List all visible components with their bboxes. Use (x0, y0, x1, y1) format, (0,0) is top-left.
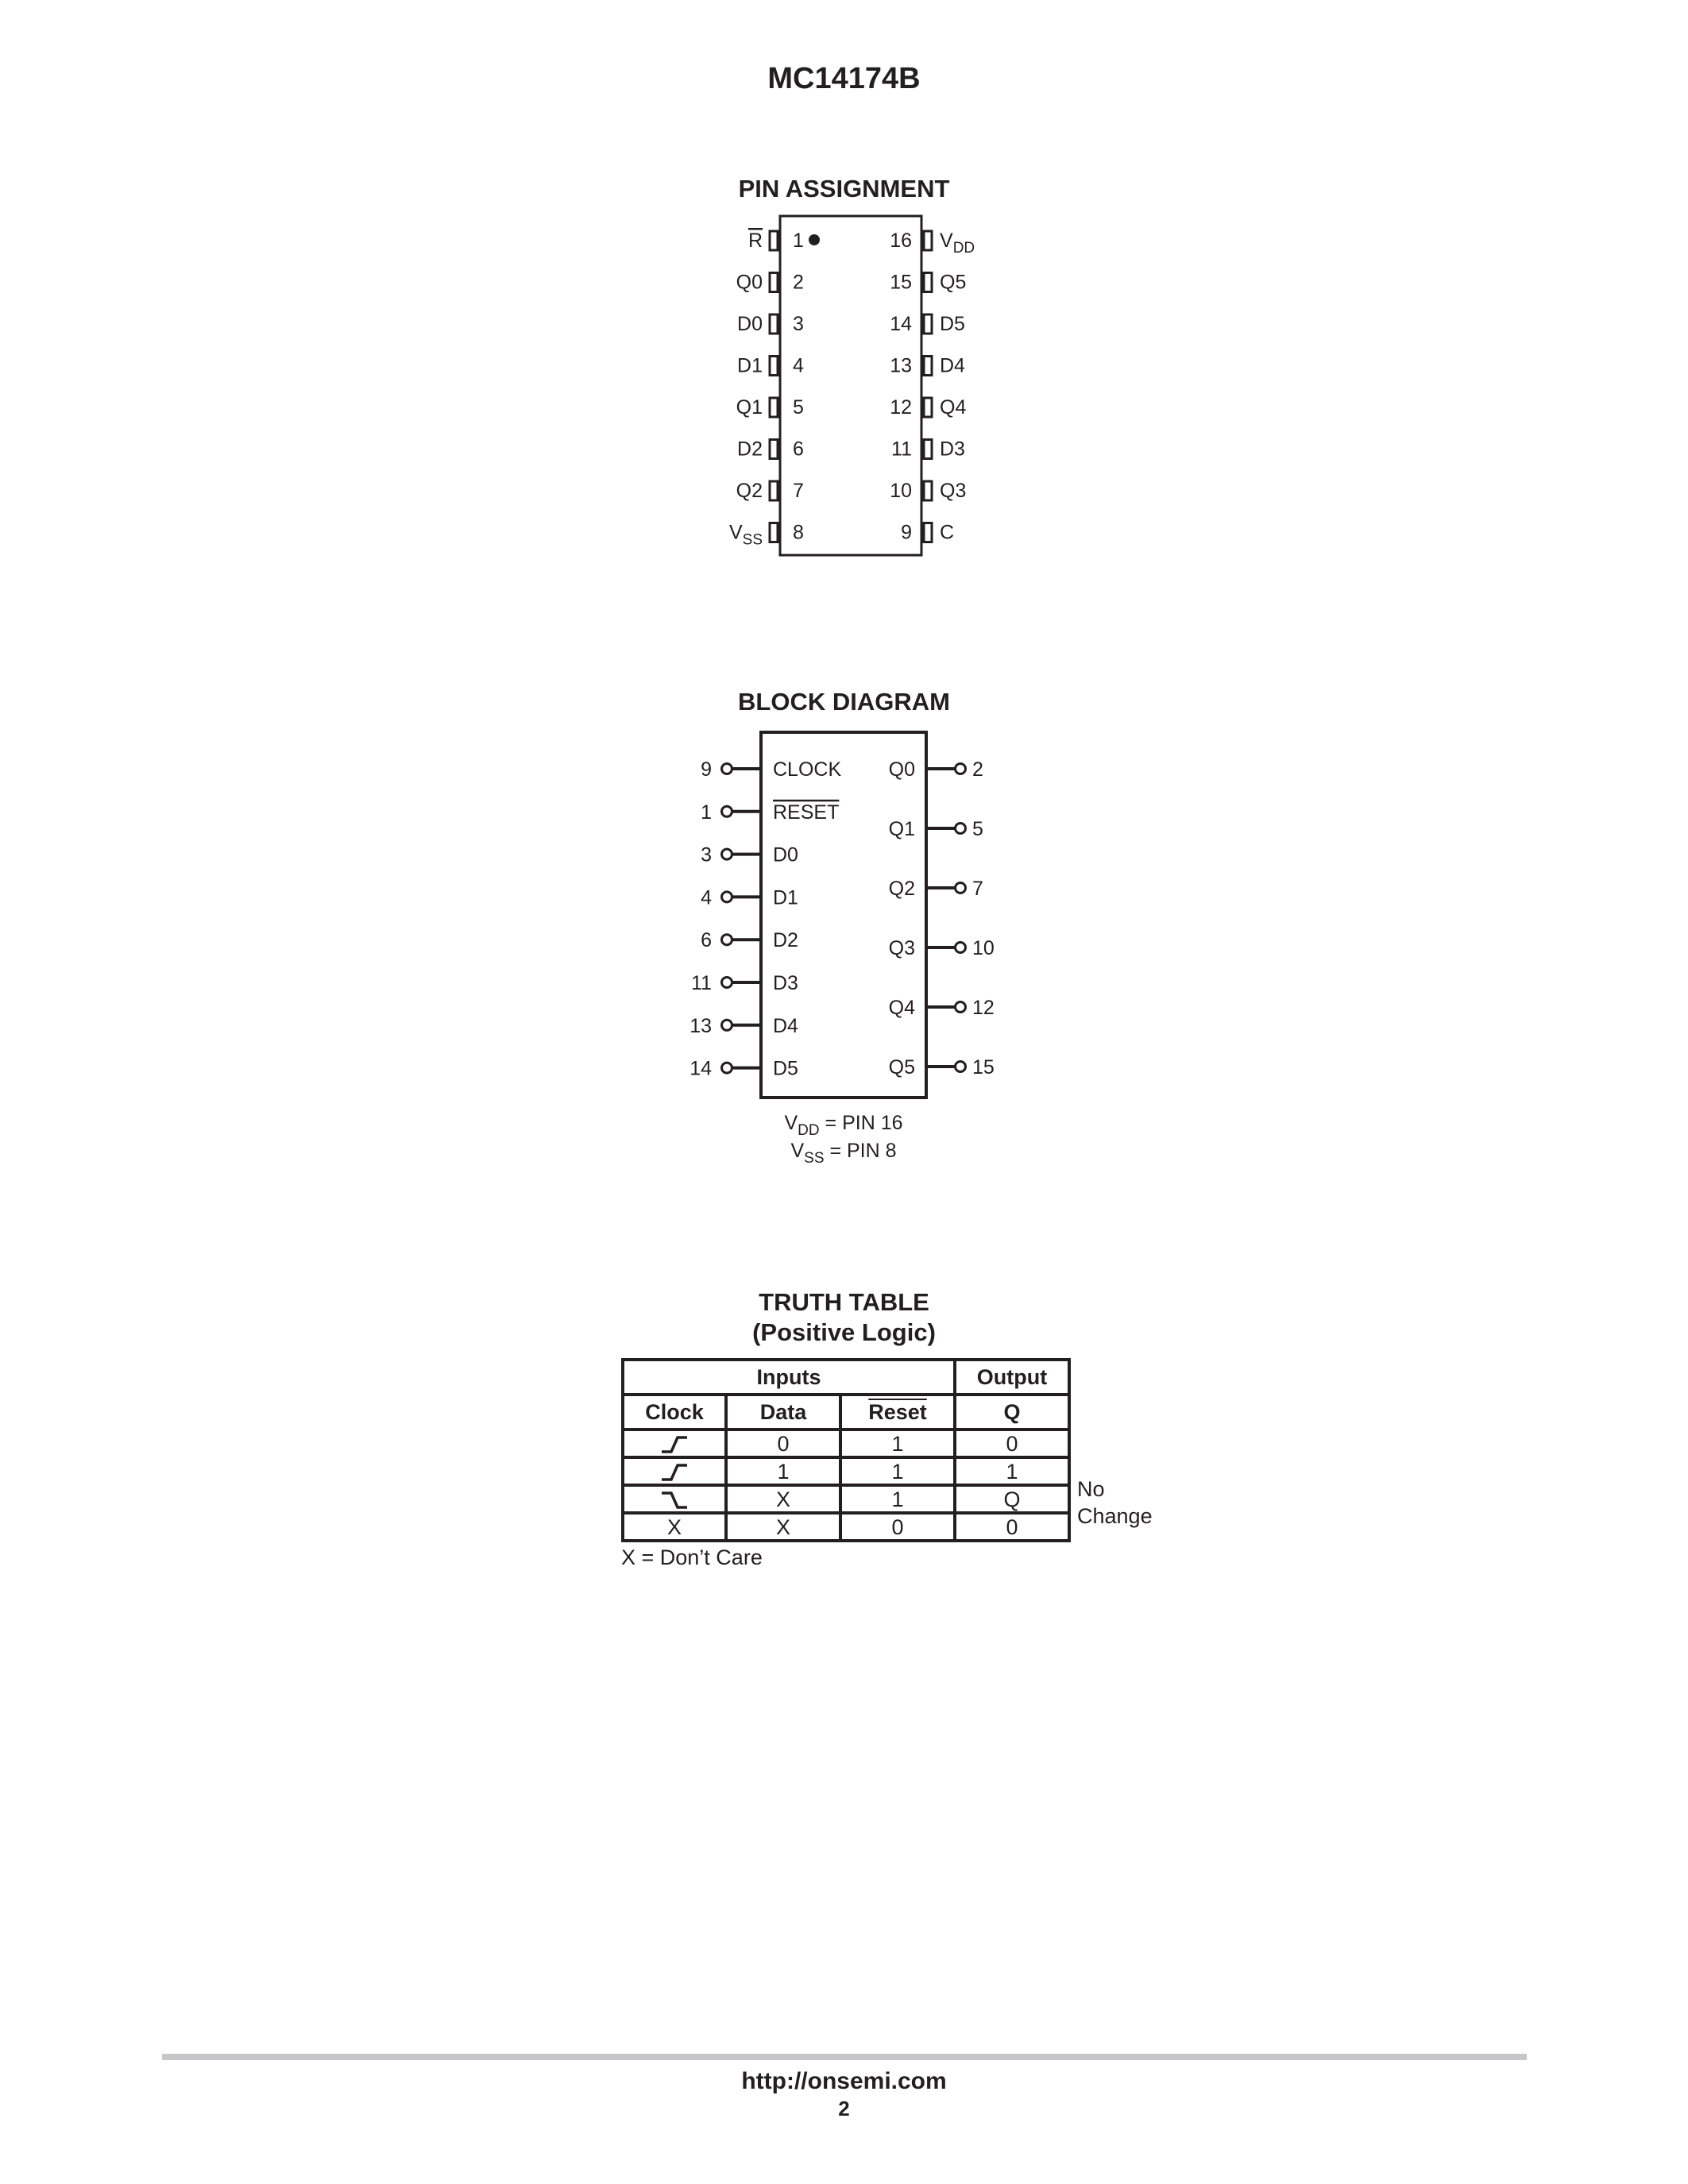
pin-stub-right (924, 314, 932, 334)
output-pin-number: 7 (972, 878, 983, 900)
pin-stub-right (924, 231, 932, 250)
inputs-group-header: Inputs (623, 1360, 955, 1395)
output-terminal (956, 943, 966, 953)
truth-table-subtitle: (Positive Logic) (752, 1318, 936, 1346)
pin-name: R (747, 230, 763, 252)
output-terminal (956, 764, 966, 774)
pin-name: D1 (737, 354, 763, 377)
rising-edge-icon (659, 1434, 690, 1455)
pin-stub-left (770, 523, 778, 542)
pin-number: 10 (890, 480, 912, 502)
pin-name: $V_{DD}$ (940, 230, 975, 257)
pin-stub-left (770, 314, 778, 334)
input-label: RESET (773, 801, 840, 824)
truth-table (621, 1358, 1071, 1542)
pin-name: D4 (940, 354, 965, 377)
rising-edge-icon (659, 1462, 690, 1483)
ic-package-body (780, 216, 921, 555)
pin-number: 11 (891, 438, 912, 461)
pin-stub-left (770, 440, 778, 459)
pin-number: 15 (890, 271, 912, 294)
cell-q: 0 (955, 1513, 1069, 1541)
input-terminal (722, 935, 732, 945)
pin-name: D5 (940, 313, 965, 335)
cell-reset: 0 (840, 1513, 955, 1541)
pin-stub-left (770, 357, 778, 376)
column-header-reset: Reset (840, 1395, 955, 1430)
cell-reset: 1 (840, 1457, 955, 1485)
pin-stub-left (770, 231, 778, 250)
footer-divider (162, 2054, 1527, 2060)
pin-assignment-title: PIN ASSIGNMENT (738, 175, 950, 203)
output-terminal (956, 1002, 966, 1013)
input-label: D3 (773, 972, 798, 994)
input-pin-number: 11 (691, 972, 712, 994)
output-pin-number: 5 (972, 818, 983, 840)
output-label: Q1 (888, 818, 915, 840)
input-pin-number: 1 (701, 801, 712, 824)
pin-stub-left (770, 273, 778, 292)
cell-data: X (726, 1485, 840, 1513)
cell-clock (623, 1485, 726, 1513)
cell-data: X (726, 1513, 840, 1541)
cell-clock (623, 1457, 726, 1485)
pin-number: 5 (793, 396, 804, 419)
cell-reset: 1 (840, 1485, 955, 1513)
pin-name: D0 (737, 313, 763, 335)
output-pin-number: 2 (972, 758, 983, 781)
input-pin-number: 9 (701, 758, 712, 781)
cell-data: 1 (726, 1457, 840, 1485)
cell-clock (623, 1430, 726, 1457)
pin-name: C (940, 521, 955, 544)
pin-number: 6 (793, 438, 804, 461)
pin-name: Q4 (940, 396, 967, 419)
pin-stub-right (924, 273, 932, 292)
column-header-q: Q (955, 1395, 1069, 1430)
output-label: Q2 (888, 878, 915, 900)
page-number: 2 (838, 2097, 850, 2120)
dont-care-note: X = Don’t Care (621, 1545, 763, 1569)
pin-number: 13 (890, 354, 912, 377)
input-label: CLOCK (773, 758, 842, 781)
pin-number: 12 (890, 396, 912, 419)
pin-name: Q1 (736, 396, 763, 419)
input-terminal (722, 764, 732, 774)
vdd-note: $V_{DD}$ = PIN 16 (784, 1112, 903, 1139)
output-pin-number: 15 (972, 1056, 995, 1078)
cell-clock: X (623, 1513, 726, 1541)
cell-reset: 1 (840, 1430, 955, 1457)
input-terminal (722, 806, 732, 816)
input-label: D2 (773, 929, 798, 952)
input-label: D1 (773, 886, 798, 909)
pin-number: 14 (890, 313, 912, 335)
cell-q: Q (955, 1485, 1069, 1513)
column-header-data: Data (726, 1395, 840, 1430)
table-row (623, 1485, 1069, 1513)
cell-q: 0 (955, 1430, 1069, 1457)
no-change-note: No Change (1077, 1477, 1153, 1528)
truth-table-title: TRUTH TABLE (759, 1288, 929, 1316)
block-diagram-title: BLOCK DIAGRAM (738, 688, 950, 716)
pin-stub-right (924, 357, 932, 376)
page-title: MC14174B (767, 62, 921, 95)
pin-stub-right (924, 481, 932, 500)
pin-stub-right (924, 398, 932, 417)
output-pin-number: 12 (972, 997, 995, 1019)
block-diagram (0, 699, 1688, 1175)
table-row (623, 1513, 1069, 1541)
column-header-clock: Clock (623, 1395, 726, 1430)
table-row (623, 1457, 1069, 1485)
vss-note: $V_{SS}$ = PIN 8 (790, 1140, 897, 1167)
input-pin-number: 13 (689, 1014, 712, 1037)
output-label: Q5 (888, 1056, 915, 1078)
pin-name: Q2 (736, 480, 763, 502)
pin-number: 1 (793, 230, 804, 252)
pin-number: 4 (793, 354, 804, 377)
input-pin-number: 4 (701, 886, 712, 909)
input-pin-number: 14 (689, 1057, 712, 1080)
output-group-header: Output (955, 1360, 1069, 1395)
output-label: Q3 (888, 937, 915, 959)
pin-name: D2 (737, 438, 763, 461)
output-pin-number: 10 (972, 937, 995, 959)
output-terminal (956, 1062, 966, 1072)
input-label: D0 (773, 843, 798, 866)
input-pin-number: 3 (701, 843, 712, 866)
cell-q: 1 (955, 1457, 1069, 1485)
footer-url[interactable]: http://onsemi.com (741, 2068, 947, 2094)
pin-number: 9 (901, 521, 912, 544)
input-terminal (722, 892, 732, 902)
input-label: D4 (773, 1014, 798, 1037)
input-terminal (722, 1020, 732, 1030)
pin1-marker-dot (809, 234, 820, 245)
pin-number: 7 (793, 480, 804, 502)
pin-number: 2 (793, 271, 804, 294)
pin-stub-left (770, 481, 778, 500)
falling-edge-icon (659, 1490, 690, 1511)
output-terminal (956, 883, 966, 893)
table-row (623, 1430, 1069, 1457)
pin-number: 16 (890, 230, 912, 252)
input-pin-number: 6 (701, 929, 712, 952)
pin-number: 8 (793, 521, 804, 544)
pin-number: 3 (793, 313, 804, 335)
output-terminal (956, 824, 966, 834)
input-terminal (722, 849, 732, 859)
pin-name: Q0 (736, 271, 763, 294)
pin-name: D3 (940, 438, 965, 461)
input-terminal (722, 978, 732, 988)
pin-name: Q3 (940, 480, 967, 502)
input-terminal (722, 1063, 732, 1073)
pin-name: Q5 (940, 271, 967, 294)
pin-assignment-diagram (0, 0, 1688, 604)
pin-name: $V_{SS}$ (728, 521, 763, 549)
register-block (761, 732, 926, 1098)
pin-stub-right (924, 523, 932, 542)
input-label: D5 (773, 1057, 798, 1080)
cell-data: 0 (726, 1430, 840, 1457)
output-label: Q4 (888, 997, 915, 1019)
pin-stub-right (924, 440, 932, 459)
output-label: Q0 (888, 758, 915, 781)
pin-stub-left (770, 398, 778, 417)
